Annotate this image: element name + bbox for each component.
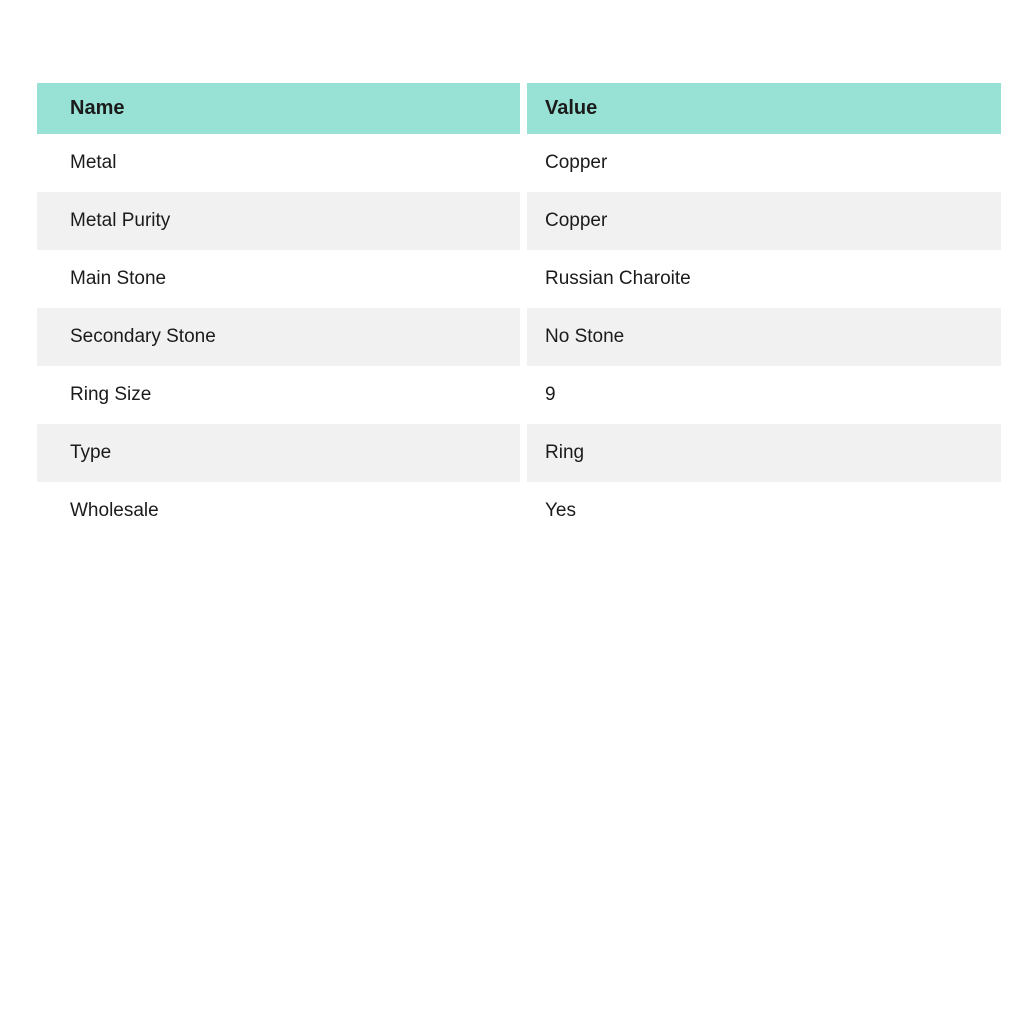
attribute-name: Metal Purity	[70, 210, 171, 231]
attribute-name-cell	[37, 308, 520, 366]
column-header-value	[527, 83, 1001, 134]
product-attributes-table	[37, 83, 1001, 540]
attribute-value: Copper	[545, 210, 608, 231]
table-row	[37, 192, 1001, 250]
attribute-name: Type	[70, 442, 112, 463]
attribute-value-cell	[527, 192, 1001, 250]
attribute-value: 9	[545, 384, 556, 405]
attribute-name-cell	[37, 250, 520, 308]
table-row	[37, 366, 1001, 424]
table-row	[37, 424, 1001, 482]
attribute-value: Ring	[545, 442, 585, 463]
column-header-value-label: Value	[545, 97, 598, 119]
attribute-value: Yes	[545, 500, 576, 521]
attribute-value-cell	[527, 134, 1001, 192]
table-row	[37, 308, 1001, 366]
attribute-value-cell	[527, 366, 1001, 424]
attribute-name-cell	[37, 192, 520, 250]
column-header-name-label: Name	[70, 97, 125, 119]
attribute-value-cell	[527, 308, 1001, 366]
attribute-value: Russian Charoite	[545, 268, 691, 289]
attribute-value-cell	[527, 424, 1001, 482]
table-row	[37, 250, 1001, 308]
attribute-value-cell	[527, 482, 1001, 540]
column-header-name	[37, 83, 520, 134]
attribute-value: Copper	[545, 152, 608, 173]
attribute-name: Main Stone	[70, 268, 167, 289]
attribute-name-cell	[37, 482, 520, 540]
table-row	[37, 134, 1001, 192]
attribute-name: Wholesale	[70, 500, 159, 521]
attribute-name-cell	[37, 424, 520, 482]
table-row	[37, 482, 1001, 540]
table-header-row	[37, 83, 1001, 134]
attribute-name: Ring Size	[70, 384, 152, 405]
attribute-name-cell	[37, 366, 520, 424]
attribute-name: Metal	[70, 152, 117, 173]
attribute-name-cell	[37, 134, 520, 192]
attribute-name: Secondary Stone	[70, 326, 216, 347]
attribute-value: No Stone	[545, 326, 625, 347]
attribute-value-cell	[527, 250, 1001, 308]
